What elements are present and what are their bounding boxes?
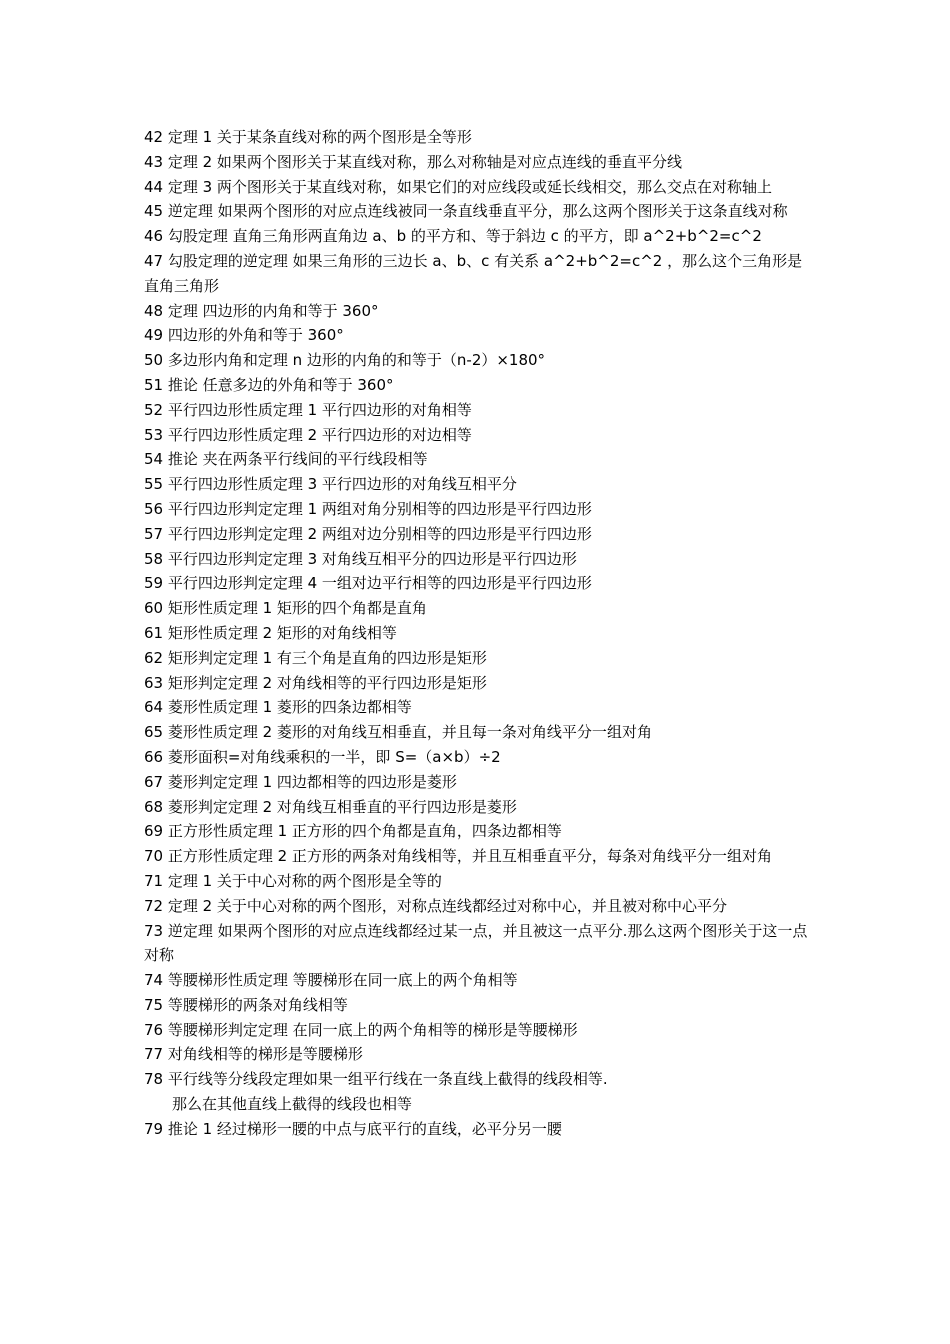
theorem-line: 50 多边形内角和定理 n 边形的内角的和等于（n-2）×180° bbox=[144, 351, 546, 370]
theorem-line: 63 矩形判定定理 2 对角线相等的平行四边形是矩形 bbox=[144, 673, 487, 692]
theorem-line: 65 菱形性质定理 2 菱形的对角线互相垂直，并且每一条对角线平分一组对角 bbox=[144, 723, 652, 742]
theorem-line: 68 菱形判定定理 2 对角线互相垂直的平行四边形是菱形 bbox=[144, 797, 517, 816]
theorem-line: 那么在其他直线上截得的线段也相等 bbox=[172, 1095, 413, 1114]
theorem-line: 56 平行四边形判定定理 1 两组对角分别相等的四边形是平行四边形 bbox=[144, 499, 592, 518]
theorem-line: 74 等腰梯形性质定理 等腰梯形在同一底上的两个角相等 bbox=[144, 971, 518, 990]
theorem-line: 43 定理 2 如果两个图形关于某直线对称，那么对称轴是对应点连线的垂直平分线 bbox=[144, 152, 682, 171]
theorem-line: 60 矩形性质定理 1 矩形的四个角都是直角 bbox=[144, 599, 427, 618]
theorem-line: 58 平行四边形判定定理 3 对角线互相平分的四边形是平行四边形 bbox=[144, 549, 577, 568]
theorem-line: 48 定理 四边形的内角和等于 360° bbox=[144, 301, 379, 320]
theorem-line: 44 定理 3 两个图形关于某直线对称，如果它们的对应线段或延长线相交，那么交点在对称轴上 bbox=[144, 177, 772, 196]
theorem-line: 53 平行四边形性质定理 2 平行四边形的对边相等 bbox=[144, 425, 472, 444]
theorem-line: 46 勾股定理 直角三角形两直角边 a、b 的平方和、等于斜边 c 的平方，即 a^2+b^2=c^2 bbox=[144, 227, 762, 246]
theorem-line: 64 菱形性质定理 1 菱形的四条边都相等 bbox=[144, 698, 412, 717]
theorem-line: 52 平行四边形性质定理 1 平行四边形的对角相等 bbox=[144, 400, 472, 419]
theorem-line: 42 定理 1 关于某条直线对称的两个图形是全等形 bbox=[144, 128, 472, 146]
theorem-line: 59 平行四边形判定定理 4 一组对边平行相等的四边形是平行四边形 bbox=[144, 574, 592, 593]
theorem-line: 62 矩形判定定理 1 有三个角是直角的四边形是矩形 bbox=[144, 648, 487, 667]
theorem-line: 79 推论 1 经过梯形一腰的中点与底平行的直线，必平分另一腰 bbox=[144, 1119, 562, 1138]
theorem-line: 49 四边形的外角和等于 360° bbox=[144, 326, 344, 345]
theorem-line: 76 等腰梯形判定定理 在同一底上的两个角相等的梯形是等腰梯形 bbox=[144, 1020, 578, 1039]
theorem-line: 54 推论 夹在两条平行线间的平行线段相等 bbox=[144, 450, 428, 469]
theorem-line: 75 等腰梯形的两条对角线相等 bbox=[144, 995, 348, 1014]
theorem-line: 57 平行四边形判定定理 2 两组对边分别相等的四边形是平行四边形 bbox=[144, 524, 592, 543]
theorem-line: 73 逆定理 如果两个图形的对应点连线都经过某一点，并且被这一点平分.那么这两个图形关于这一点对称 bbox=[144, 921, 808, 965]
theorem-line: 69 正方形性质定理 1 正方形的四个角都是直角，四条边都相等 bbox=[144, 822, 562, 841]
theorem-line: 47 勾股定理的逆定理 如果三角形的三边长 a、b、c 有关系 a^2+b^2=c^2 ，那么这个三角形是直角三角形 bbox=[144, 251, 803, 295]
theorem-line: 70 正方形性质定理 2 正方形的两条对角线相等，并且互相垂直平分，每条对角线平分一组对角 bbox=[144, 847, 772, 866]
theorem-line: 55 平行四边形性质定理 3 平行四边形的对角线互相平分 bbox=[144, 475, 517, 494]
theorem-line: 77 对角线相等的梯形是等腰梯形 bbox=[144, 1045, 363, 1064]
theorem-line: 71 定理 1 关于中心对称的两个图形是全等的 bbox=[144, 871, 442, 890]
theorem-line: 67 菱形判定定理 1 四边都相等的四边形是菱形 bbox=[144, 772, 457, 791]
theorem-line: 61 矩形性质定理 2 矩形的对角线相等 bbox=[144, 623, 397, 642]
theorem-line: 45 逆定理 如果两个图形的对应点连线被同一条直线垂直平分，那么这两个图形关于这条直线对称 bbox=[144, 202, 788, 221]
theorem-line: 78 平行线等分线段定理如果一组平行线在一条直线上截得的线段相等. bbox=[144, 1070, 608, 1089]
theorem-line: 72 定理 2 关于中心对称的两个图形，对称点连线都经过对称中心，并且被对称中心平分 bbox=[144, 896, 727, 915]
theorem-list bbox=[144, 125, 808, 1142]
theorem-line: 51 推论 任意多边的外角和等于 360° bbox=[144, 375, 394, 394]
theorem-line: 66 菱形面积=对角线乘积的一半，即 S=（a×b）÷2 bbox=[144, 747, 501, 766]
